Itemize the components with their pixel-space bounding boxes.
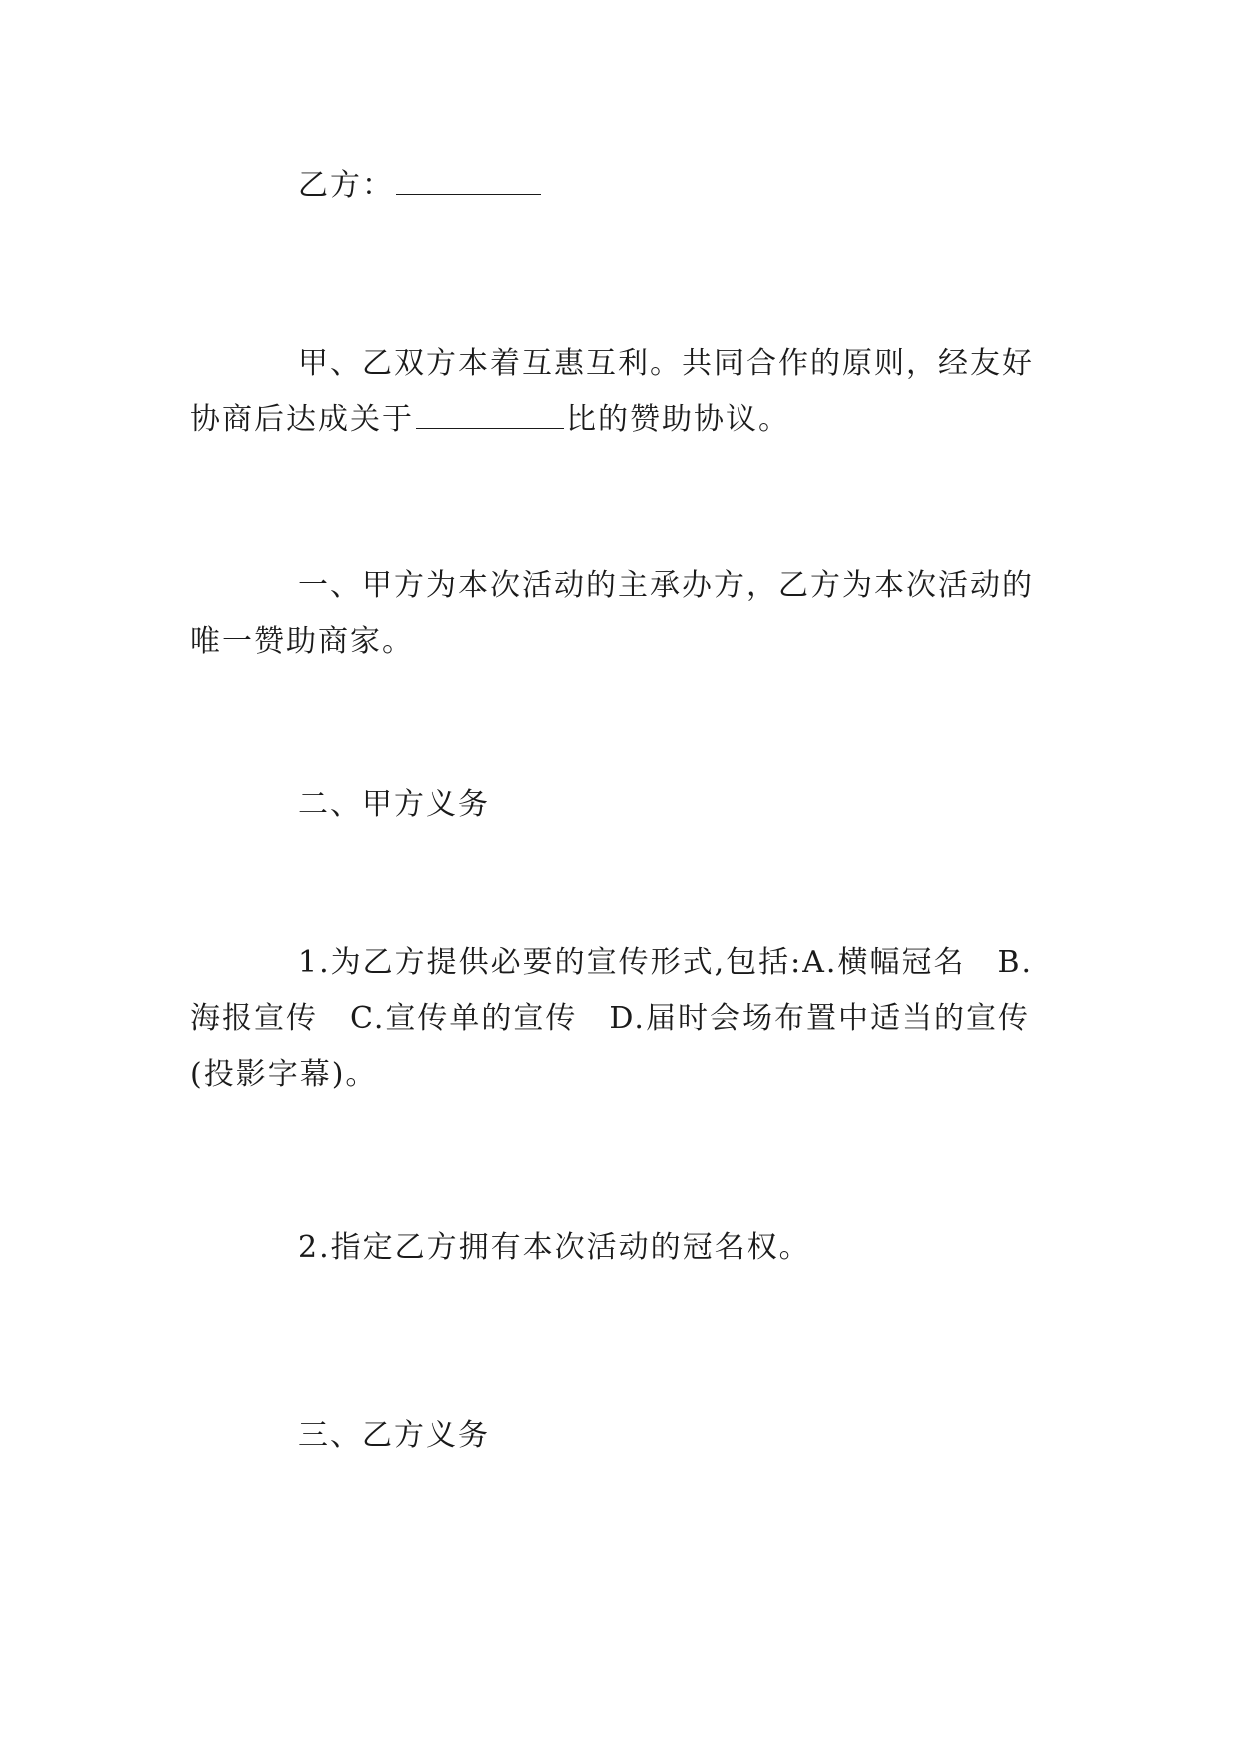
- party-b-blank: [396, 168, 541, 195]
- intro-paragraph: [190, 336, 1050, 448]
- intro-text-1: 甲、乙双方本着互惠互利。共同合作的原则，经友好协商后达成关于: [190, 346, 1034, 437]
- intro-text-2: 比的赞助协议。: [566, 402, 790, 437]
- obligation-item-2: 2.指定乙方拥有本次活动的冠名权。: [298, 1230, 811, 1265]
- section-2-heading: 二、甲方义务: [298, 787, 490, 822]
- event-name-blank: [416, 402, 564, 429]
- section-3-heading: 三、乙方义务: [298, 1418, 490, 1453]
- party-b-label: 乙方：: [298, 168, 394, 203]
- obligation-item-1: 1.为乙方提供必要的宣传形式,包括:A.横幅冠名 B.海报宣传 C.宣传单的宣传 D.届时会场布置中适当的宣传(投影字幕)。: [190, 945, 1034, 1092]
- party-b-line: [190, 158, 1050, 214]
- clause-1: 一、甲方为本次活动的主承办方，乙方为本次活动的唯一赞助商家。: [190, 568, 1034, 659]
